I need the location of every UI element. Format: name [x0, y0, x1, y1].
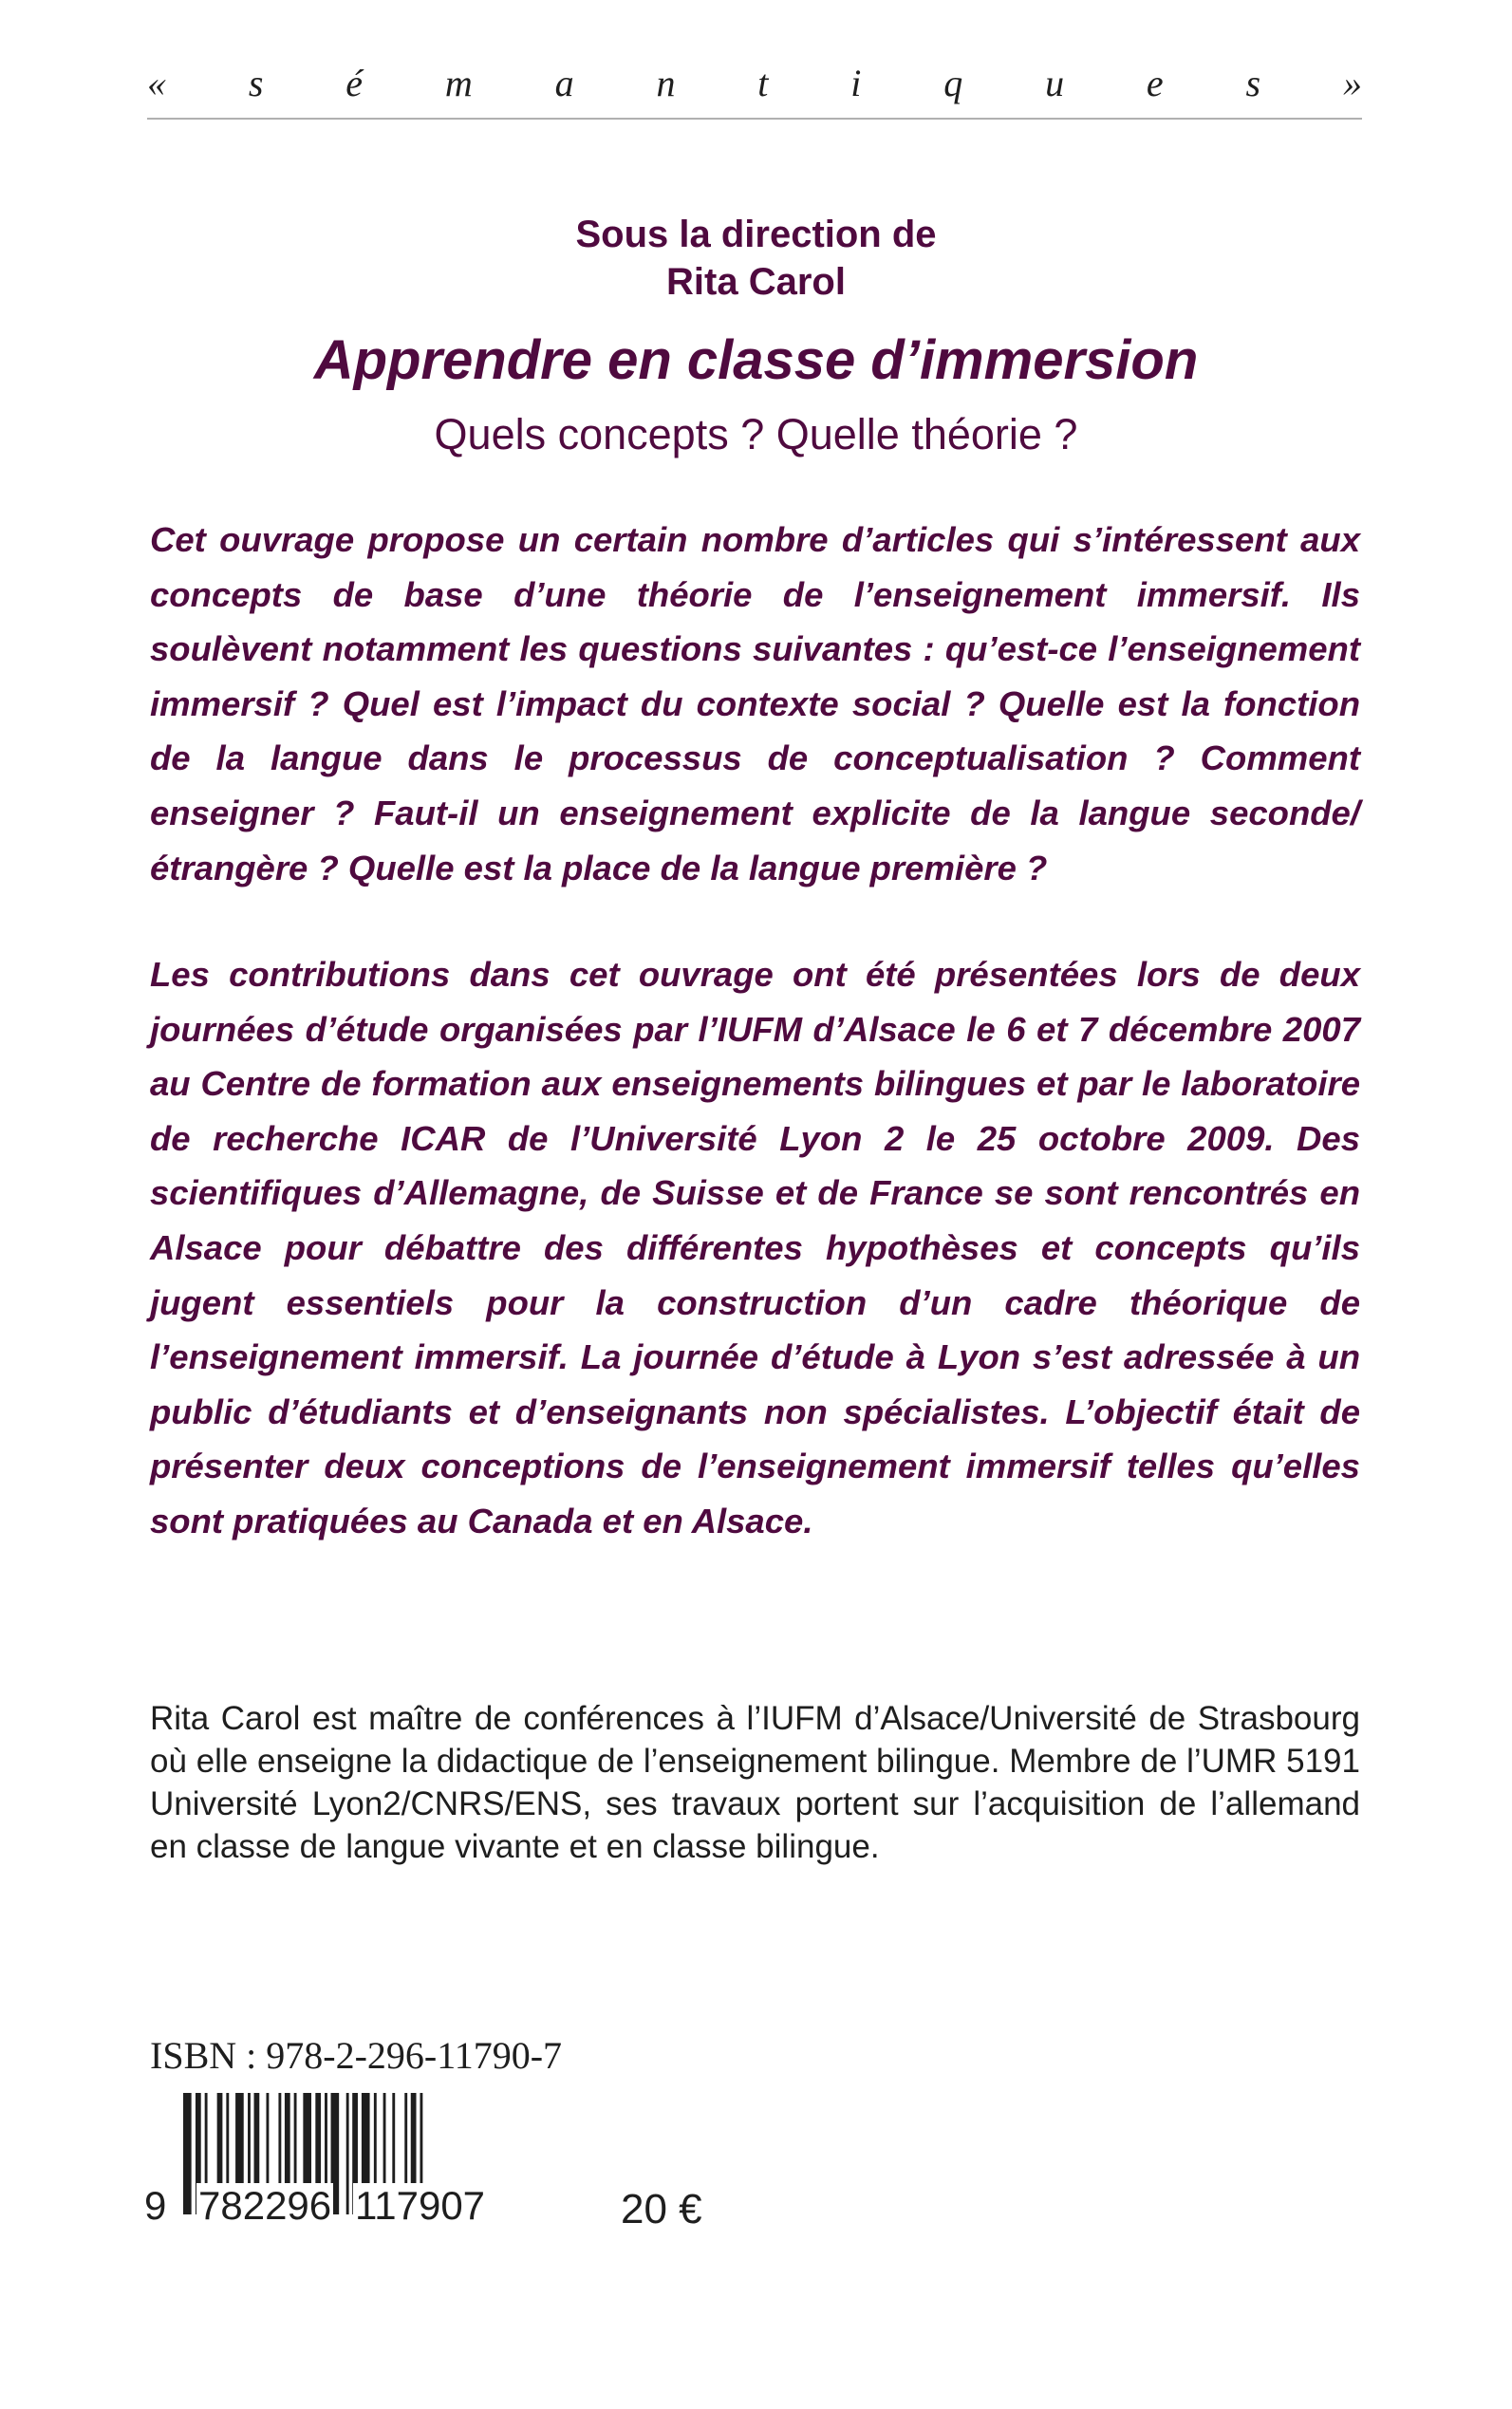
header-rule [147, 118, 1362, 120]
editor-credit [0, 211, 1512, 306]
book-subtitle: Quels concepts ? Quelle théorie ? [434, 410, 1078, 458]
series-letter: i [850, 62, 862, 104]
summary-paragraph-1: Cet ouvrage propose un certain nombre d’articles qui s’intéressent aux concepts de base d’une théorie de l’enseignement immersif. Ils soulèvent notamment les questions suivantes : qu’est-ce l’enseignement immersif ? Quel est l’impact du contexte social ? Quelle est la fonction de la langue dans le processus de conceptualisation ? Comment enseigner ? Faut-il un enseignement explicite de la langue seconde/étrangère ? Quelle est la place de la langue première ? [150, 520, 1360, 887]
series-letter: u [1045, 62, 1065, 104]
barcode-bar [183, 2093, 192, 2214]
series-letter: m [444, 62, 473, 104]
barcode-lead-digit: 9 [144, 2183, 167, 2228]
editor-name: Rita Carol [666, 261, 846, 303]
series-letter: « [147, 62, 166, 104]
barcode-digits-right: 117907 [355, 2183, 486, 2228]
series-letter: e [1146, 62, 1164, 104]
series-letter: q [943, 62, 963, 104]
direction-label: Sous la direction de [575, 214, 937, 255]
series-name [147, 61, 1362, 105]
barcode-digits-left: 782296 [198, 2183, 332, 2228]
series-letter: s [248, 62, 264, 104]
book-title: Apprendre en classe d’immersion [313, 329, 1199, 391]
barcode-bar [346, 2093, 349, 2214]
series-letter: t [757, 62, 769, 104]
series-letter: a [554, 62, 574, 104]
author-bio: Rita Carol est maître de conférences à l’IUFM d’Alsace/Université de Strasbourg où elle enseigne la didactique de l’enseignement bilingue. Membre de l’UMR 5191 Université Lyon2/CNRS/ENS, ses travaux portent sur l’acquisition de l’allemand en classe de langue vivante et en classe bilingue. [150, 1700, 1360, 1865]
series-letter: s [1245, 62, 1261, 104]
series-letter: » [1342, 62, 1362, 104]
series-letter: n [656, 62, 676, 104]
isbn: ISBN : 978-2-296-11790-7 [150, 2034, 563, 2077]
series-letter: é [345, 62, 364, 104]
price: 20 € [621, 2186, 702, 2232]
summary-paragraph-2: Les contributions dans cet ouvrage ont été présentées lors de deux journées d’étude organisées par l’IUFM d’Alsace le 6 et 7 décembre 2007 au Centre de formation aux enseignements bilingues et par le laboratoire de recherche ICAR de l’Université Lyon 2 le 25 octobre 2009. Des scientifiques d’Allemagne, de Suisse et de France se sont rencontrés en Alsace pour débattre des différentes hypothèses et concepts qu’ils jugent essentiels pour la construction d’un cadre théorique de l’enseignement immersif. La journée d’étude à Lyon s’est adressée à un public d’étudiants et d’enseignants non spécialistes. L’objectif était de présenter deux conceptions de l’enseignement immersif telles qu’elles sont pratiquées au Canada et en Alsace. [150, 955, 1360, 1541]
